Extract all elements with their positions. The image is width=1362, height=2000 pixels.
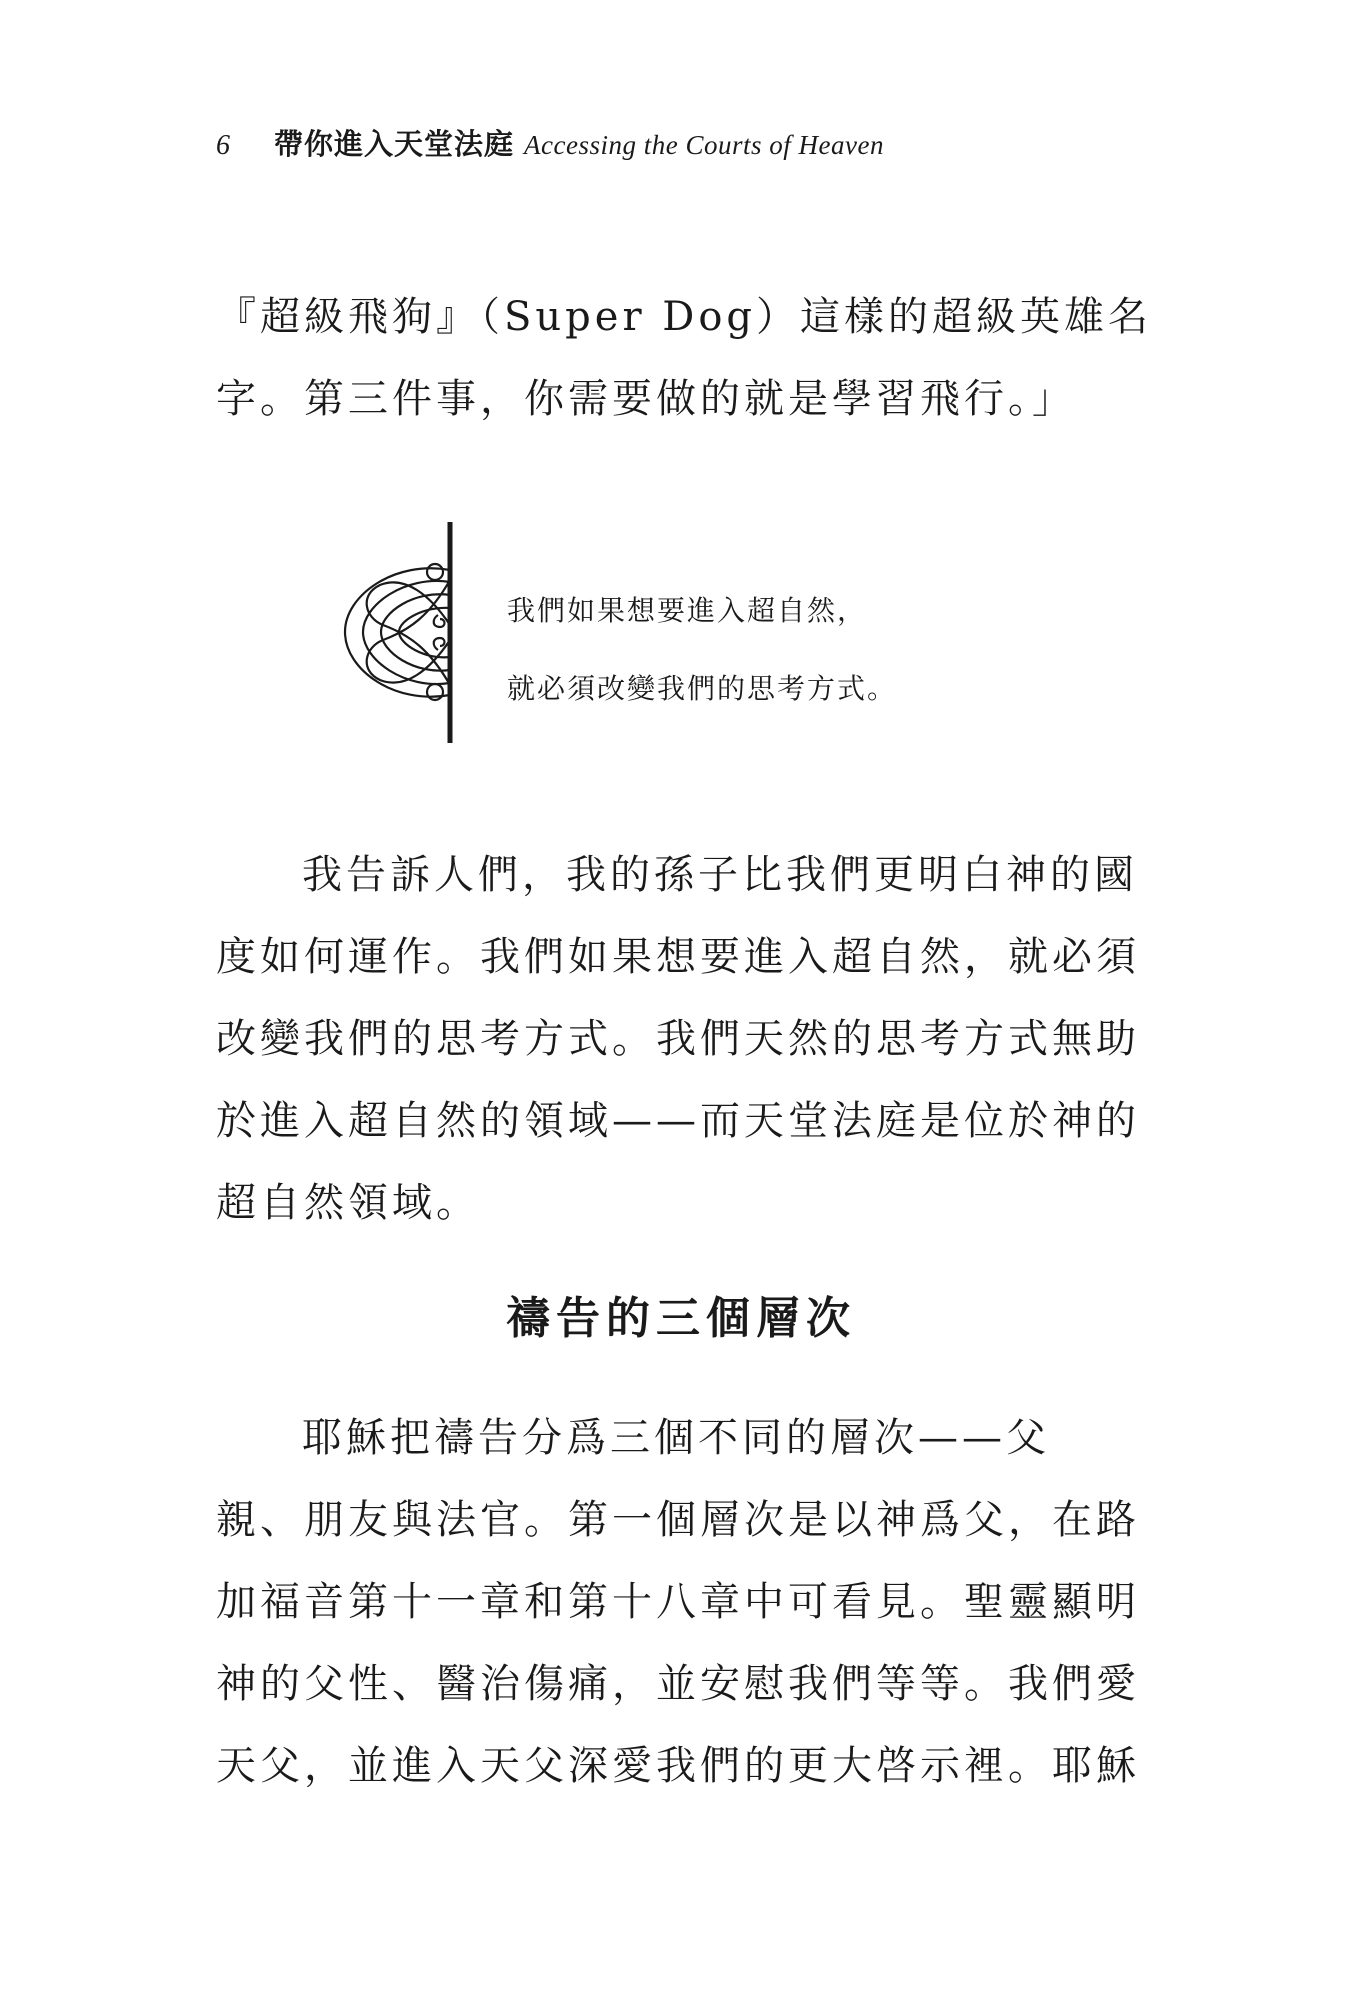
pull-quote-text <box>507 572 897 728</box>
paragraph-1 <box>216 276 1153 440</box>
pull-quote <box>335 520 975 745</box>
paragraph-2 <box>216 834 1140 1244</box>
paragraph-line: 加福音第十一章和第十八章中可看見。聖靈顯明 <box>216 1579 1140 1625</box>
paragraph-line: 『超級飛狗』（Super Dog）這樣的超級英雄名 <box>216 294 1153 340</box>
page-number: 6 <box>216 130 230 161</box>
pull-quote-line: 就必須改變我們的思考方式。 <box>507 672 898 705</box>
paragraph-line: 天父，並進入天父深愛我們的更大啓示裡。耶穌 <box>216 1743 1140 1789</box>
paragraph-line: 神的父性、醫治傷痛，並安慰我們等等。我們愛 <box>216 1661 1140 1707</box>
pull-quote-line: 我們如果想要進入超自然， <box>507 594 868 627</box>
paragraph-line: 字。第三件事，你需要做的就是學習飛行。」 <box>216 376 1076 422</box>
paragraph-line: 改變我們的思考方式。我們天然的思考方式無助 <box>216 1016 1140 1062</box>
paragraph-line: 度如何運作。我們如果想要進入超自然，就必須 <box>216 934 1140 980</box>
paragraph-line: 於進入超自然的領域——而天堂法庭是位於神的 <box>216 1098 1140 1144</box>
paragraph-line: 親、朋友與法官。第一個層次是以神爲父，在路 <box>216 1497 1140 1543</box>
book-title-english: Accessing the Courts of Heaven <box>524 130 884 160</box>
paragraph-line: 耶穌把禱告分爲三個不同的層次——父 <box>302 1415 1050 1461</box>
flourish-ornament-icon <box>335 520 465 745</box>
book-title-chinese: 帶你進入天堂法庭 <box>274 127 515 161</box>
paragraph-line: 超自然領域。 <box>216 1180 480 1226</box>
paragraph-3 <box>216 1397 1140 1807</box>
running-header <box>216 122 884 162</box>
section-heading: 禱告的三個層次 <box>506 1293 856 1344</box>
paragraph-line: 我告訴人們，我的孫子比我們更明白神的國 <box>302 852 1138 898</box>
